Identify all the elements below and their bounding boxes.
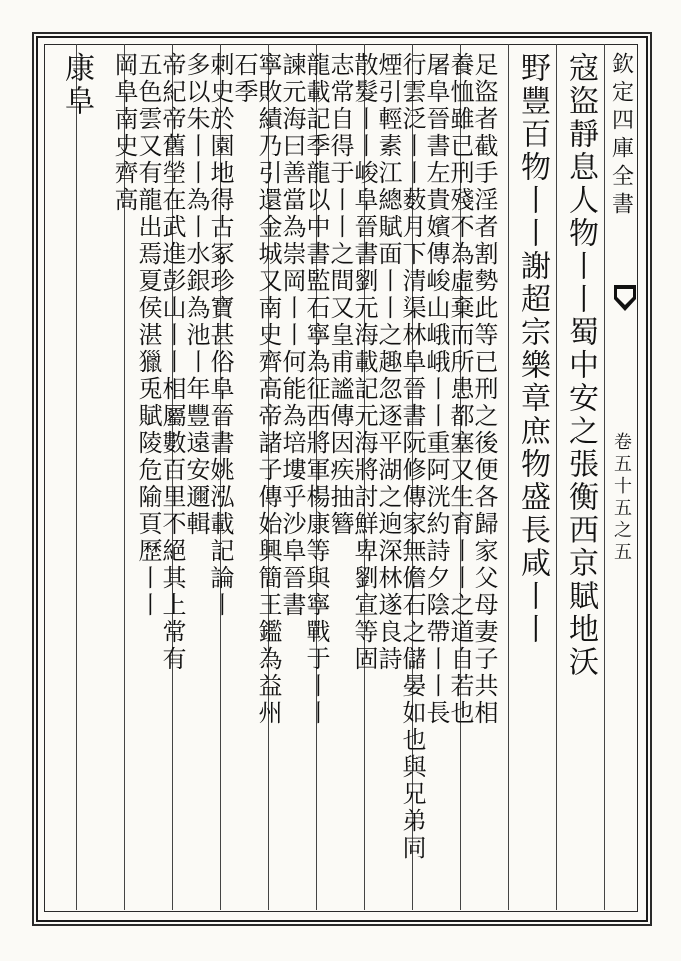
column-text: 屠阜晉書左貴嬪傳峻山峨峨丨丨重阿洸約詩夕陰帶丨丨長: [422, 52, 450, 727]
column-text: 龍載記季龍以中書監石寧為征西將軍楊康等與寧戰于丨丨: [302, 52, 330, 727]
text-column: [556, 52, 604, 910]
column-text: 足盜者截手淫者割勢此等已刑之後便各歸家父母妻子共相: [470, 52, 498, 727]
column-rule: [604, 44, 605, 910]
column-text: 岡阜南史齊高: [110, 52, 138, 214]
column-text: 帝紀帝舊塋在武進彭山丨丨相屬數百里不絕其上常有: [158, 52, 186, 673]
column-text: 煙引輕素江總賦面丨丨之趣忽逐平湖之逈深林遂良詩: [374, 52, 402, 673]
column-text: 散髮丨丨峻阜晉書劉元海載記元海將討鮮卑劉宣等固: [350, 52, 378, 673]
text-column: [52, 52, 100, 910]
column-text: 康阜: [59, 52, 94, 118]
column-text: 諫元海曰善當為崇岡丨丨何能為培塿乎沙阜晉書: [278, 52, 306, 619]
fish-tail-ornament-icon: [614, 285, 636, 311]
text-column: [508, 52, 556, 910]
column-text: 五色雲又有龍出焉夏侯湛獵兎賦陵危隃頁歷丨丨: [134, 52, 162, 619]
column-text: 行雲泛丨丨薮月下清渠林阜晉書阮修傳家無儋石之儲晏如也與兄弟同: [398, 52, 426, 862]
page-margin: [606, 52, 636, 910]
column-text: 刺史於園地得古冢珍寶甚俗阜晉書姚泓載記論丨: [206, 52, 234, 619]
column-text: 寇盜靜息人物丨丨蜀中安之張衡西京賦地沃: [563, 52, 598, 679]
column-text: 養恤雖已刑殘不為虛棄而所患都塞又生育丨丨之道自若也: [446, 52, 474, 727]
column-text: 志常自得于丨丨之間又皇甫謐傳因疾抽簪: [326, 52, 354, 538]
chapter-label: 卷五十五之五: [611, 432, 632, 564]
column-text: 多以朱丨丨為丨水銀為池丨年豐遠安邇輯: [182, 52, 210, 538]
book-title: 欽定四庫全書: [608, 52, 634, 220]
text-column: [100, 52, 148, 910]
column-text: 野豐百物丨丨謝超宗樂章庶物盛長咸丨丨: [515, 52, 550, 646]
column-text: 石季: [230, 52, 258, 106]
column-text: 寧敗績乃引還金城又南史齊高帝諸子傳始興簡王鑑為益州: [254, 52, 282, 727]
